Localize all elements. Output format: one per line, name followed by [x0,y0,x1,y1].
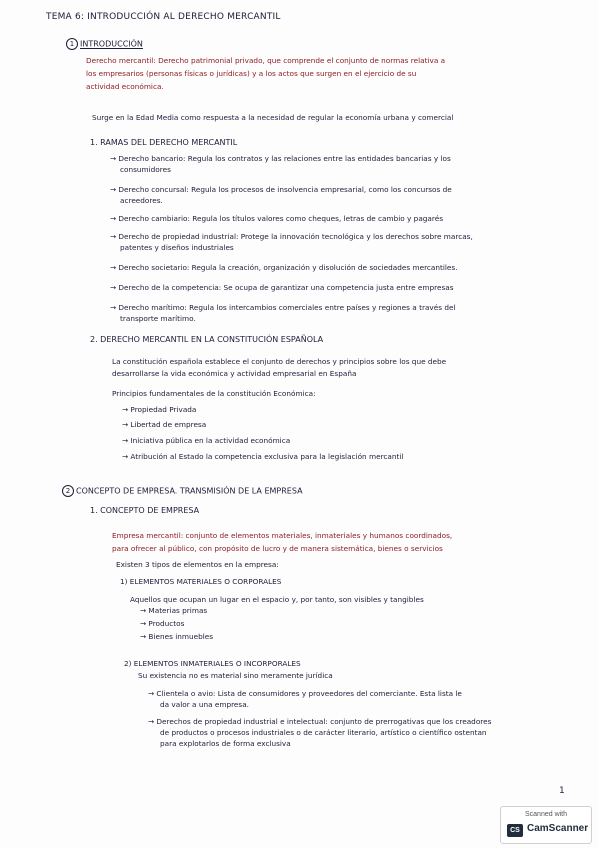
empresa-definition: Empresa mercantil: conjunto de elementos materiales, inmateriales y humanos coordinados, [112,531,453,540]
section-1-title: INTRODUCCIÓN [80,39,143,49]
definition-line: Derecho mercantil: Derecho patrimonial privado, que comprende el conjunto de normas relativa a [86,56,446,65]
page-number: 1 [559,786,565,796]
rama-item: → Derecho de propiedad industrial: Protege la innovación tecnológica y los derechos sobre marcas, [110,232,473,241]
materiales-item: → Materias primas [140,606,208,615]
principio-item: → Propiedad Privada [122,405,197,414]
rama-item-cont: transporte marítimo. [120,314,196,323]
inmateriales-item-cont: para explotarlos de forma exclusiva [160,739,291,748]
materiales-item: → Bienes inmuebles [140,632,214,641]
document-title: TEMA 6: INTRODUCCIÓN AL DERECHO MERCANTIL [46,12,281,22]
camscanner-logo-icon: CS [507,824,523,837]
section-2-title: CONCEPTO DE EMPRESA. TRANSMISIÓN DE LA EMPRESA [76,486,303,496]
inmateriales-item: → Derechos de propiedad industrial e intelectual: conjunto de prerrogativas que los creadores [148,717,492,726]
camscanner-badge [500,806,592,844]
inmateriales-item-cont: da valor a una empresa. [160,700,250,709]
materiales-item: → Productos [140,619,185,628]
constitucion-line: desarrollarse la vida económica y actividad empresarial en España [112,369,357,378]
constitucion-heading: 2. DERECHO MERCANTIL EN LA CONSTITUCIÓN ESPAÑOLA [90,335,324,344]
inmateriales-item: → Clientela o avio: Lista de consumidores y proveedores del comerciante. Esta lista le [148,689,462,698]
definition-line: actividad económica. [86,82,164,91]
inmateriales-heading: 2) ELEMENTOS INMATERIALES O INCORPORALES [124,659,301,668]
rama-item: → Derecho societario: Regula la creación, organización y disolución de sociedades mercantiles. [110,263,458,272]
concepto-heading: 1. CONCEPTO DE EMPRESA [90,506,200,515]
rama-item: → Derecho cambiario: Regula los títulos valores como cheques, letras de cambio y pagarés [110,214,444,223]
inmateriales-item-cont: de productos o procesos industriales o de carácter literario, artístico o científico ostentan [160,728,487,737]
tipos-line: Existen 3 tipos de elementos en la empresa: [116,560,279,569]
rama-item: → Derecho bancario: Regula los contratos y las relaciones entre las entidades bancarias y los [110,154,451,163]
principio-item: → Atribución al Estado la competencia exclusiva para la legislación mercantil [122,452,404,461]
empresa-definition: para ofrecer al público, con propósito de lucro y de manera sistemática, bienes o servicios [112,544,443,553]
scanned-with-text: Scanned with [524,811,568,818]
section-1-heading [66,38,143,50]
section-1-number: 1 [66,38,78,50]
rama-item: → Derecho marítimo: Regula los intercambios comerciales entre países y regiones a través del [110,303,456,312]
constitucion-line: La constitución española establece el conjunto de derechos y principios sobre los que debe [112,357,447,366]
definition-line: los empresarios (personas físicas o jurídicas) y a los actos que surgen en el ejercicio de su [86,69,417,78]
rama-item: → Derecho de la competencia: Se ocupa de garantizar una competencia justa entre empresas [110,283,454,292]
section-2-heading [62,485,303,497]
materiales-heading: 1) ELEMENTOS MATERIALES O CORPORALES [120,577,282,586]
principio-item: → Iniciativa pública en la actividad económica [122,436,291,445]
rama-item: → Derecho concursal: Regula los procesos de insolvencia empresarial, como los concursos de [110,185,452,194]
origin-line: Surge en la Edad Media como respuesta a la necesidad de regular la economía urbana y comercial [92,113,454,122]
principio-item: → Libertad de empresa [122,420,207,429]
rama-item-cont: patentes y diseños industriales [120,243,234,252]
camscanner-brand: CamScanner [527,823,589,834]
principios-intro: Principios fundamentales de la constitución Económica: [112,389,316,398]
rama-item-cont: consumidores [120,165,171,174]
materiales-desc: Aquellos que ocupan un lugar en el espacio y, por tanto, son visibles y tangibles [130,595,424,604]
rama-item-cont: acreedores. [120,196,163,205]
section-2-number: 2 [62,485,74,497]
ramas-heading: 1. RAMAS DEL DERECHO MERCANTIL [90,138,238,147]
inmateriales-desc: Su existencia no es material sino meramente jurídica [138,671,333,680]
